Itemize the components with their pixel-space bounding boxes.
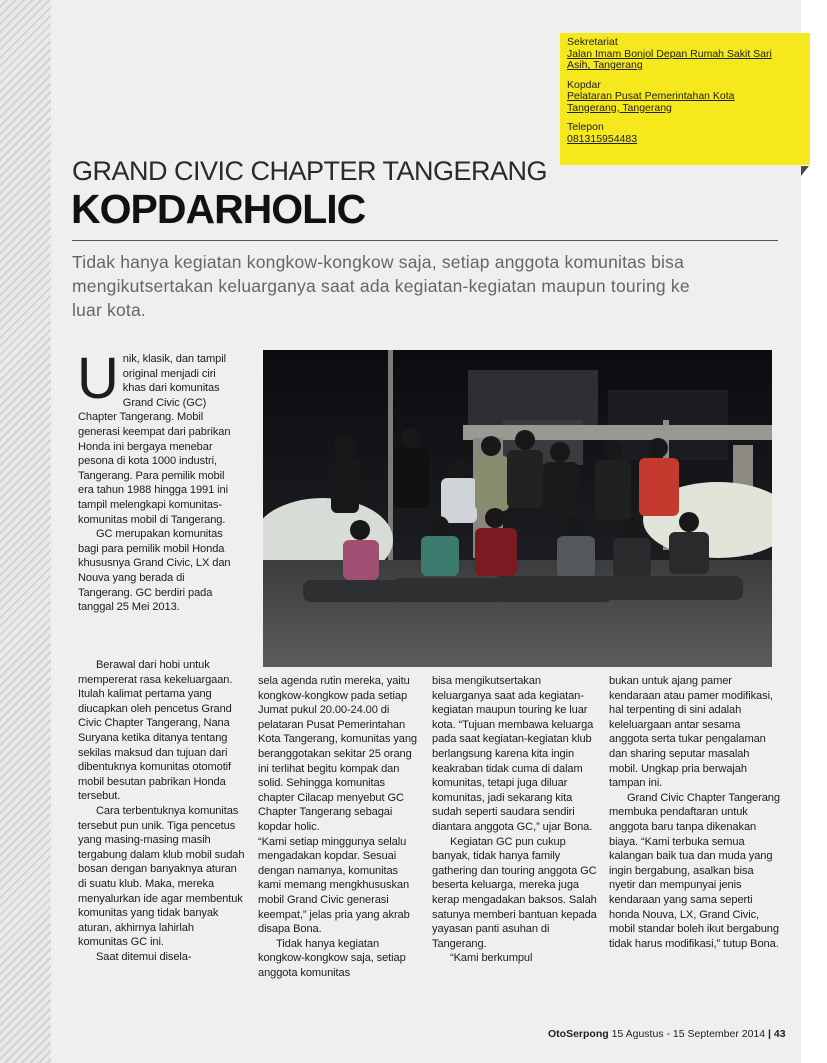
- paragraph: bisa mengikutsertakan keluarganya saat ada kegiatan-kegiatan maupun touring ke luar kota. “Tujuan membawa keluarga pada saat kegiatan-kegiatan klub berlangsung karena kita ingin keakraban tidak cuma di dalam komunitas, tetapi juga diluar komunitas, jadi sekarang kita sudah seperti saudara sendiri diantara anggota GC,” ujar Bona.: [432, 675, 594, 833]
- group-photo-illustration: [263, 350, 772, 667]
- kopdar-label: Kopdar: [567, 78, 601, 91]
- paragraph: Grand Civic Chapter Tangerang membuka pendaftaran untuk anggota baru tanpa dikenakan biaya. “Kami terbuka semua kalangan baik tua dan muda yang ingin bergabung, asalkan bisa nyetir dan mempunyai jenis kendaraan yang sama seperti honda Nouva, LX, Grand Civic, mobil standar boleh ikut bergabung tidak harus modifikasi,” tutup Bona.: [609, 791, 780, 950]
- paragraph: Kegiatan GC pun cukup banyak, tidak hanya family gathering dan touring anggota GC beserta keluarga, mereka juga kerap mengadakan baksos. Salah satunya memberi bantuan kepada yayasan panti asuhan di Tangerang.: [432, 835, 597, 950]
- footer-page-number: 43: [773, 1028, 786, 1040]
- page-footer: [548, 1028, 786, 1040]
- article-column-2: [258, 674, 423, 980]
- paragraph: Tidak hanya kegiatan kongkow-kongkow saja, setiap anggota komunitas: [258, 937, 406, 979]
- footer-separator: |: [768, 1028, 771, 1040]
- title-divider: [72, 240, 778, 241]
- sekretariat-line1: Jalan Imam Bonjol Depan Rumah Sakit Sari: [567, 47, 772, 60]
- group-photo: [263, 350, 772, 667]
- kopdar-line1: Pelataran Pusat Pemerintahan Kota: [567, 90, 735, 102]
- article-column-1-bottom: [78, 658, 246, 964]
- article-kicker: GRAND CIVIC CHAPTER TANGERANG: [72, 156, 548, 186]
- page-edge-pattern: [0, 0, 51, 1063]
- drop-cap: U: [77, 346, 119, 411]
- article-title: KOPDARHOLIC: [71, 186, 366, 232]
- paragraph: nik, klasik, dan tampil original menjadi ciri khas dari komunitas Grand Civic (GC) Chapter Tangerang. Mobil generasi keempat dari pabrikan Honda ini bergaya menebar pesona di kota 1000 industri, Tangerang. Para pemilik mobil era tahun 1988 hingga 1991 ini tampil melengkapi komunitas-komunitas mobil di Tangerang.: [78, 353, 231, 526]
- paragraph: sela agenda rutin mereka, yaitu kongkow-kongkow pada setiap Jumat pukul 20.00-24.00 di pelataran Pusat Pemerintahan Kota Tangerang, komunitas yang beranggotakan sekitar 25 orang ini terlihat begitu kompak dan solid. Sehingga komunitas chapter Cilacap menyebut GC Chapter Tangerang sebagai kopdar holic.: [258, 675, 417, 833]
- paragraph: “Kami setiap minggunya selalu mengadakan kopdar. Sesuai dengan namanya, komunitas kami memang mengkhususkan mobil Grand Civic generasi keempat,” jelas pria yang akrab disapa Bona.: [258, 835, 410, 936]
- article-lead: Tidak hanya kegiatan kongkow-kongkow saja, setiap anggota komunitas bisa mengikutsertakan keluarganya saat ada kegiatan-kegiatan maupun touring ke luar kota.: [72, 252, 690, 320]
- info-box: [560, 33, 810, 165]
- article-column-3: [432, 674, 600, 966]
- article-column-4: [609, 674, 781, 951]
- article-column-1-top: [77, 346, 238, 615]
- sekretariat-label: Sekretariat: [567, 36, 618, 48]
- paragraph: bukan untuk ajang pamer kendaraan atau pamer modifikasi, hal terpenting di sini adalah keleluargaan antar sesama anggota serta tukar pengalaman dan sharing seputar masalah mobil. Ungkap pria berwajah tampan ini.: [609, 675, 773, 790]
- paragraph: Saat ditemui disela-: [96, 950, 192, 963]
- paragraph: Cara terbentuknya komunitas tersebut pun unik. Tiga pencetus yang masing-masing masih tergabung dalam klub mobil sudah bosan dengan banyaknya aturan di suatu klub. Maka, mereka menyalurkan ide agar membentuk komunitas yang tidak banyak aturan, akhirnya lahirlah komunitas GC ini.: [78, 804, 245, 949]
- paragraph: “Kami berkumpul: [450, 952, 533, 965]
- telepon-label: Telepon: [567, 121, 604, 133]
- paragraph: Berawal dari hobi untuk mempererat rasa kekeluargaan. Itulah kalimat pertama yang diucapkan oleh pencetus Grand Civic Chapter Tangerang, Nana Suryana ketika ditanya tentang sekilas maksud dan tujuan dari dibentuknya komunitas otomotif mobil besutan pabrikan Honda tersebut.: [78, 659, 233, 803]
- footer-magazine: OtoSerpong: [548, 1028, 609, 1040]
- kopdar-line2: Tangerang, Tangerang: [567, 101, 672, 114]
- sekretariat-line2: Asih, Tangerang: [567, 59, 643, 71]
- footer-date: 15 Agustus - 15 September 2014: [611, 1028, 766, 1040]
- paragraph: GC merupakan komunitas bagi para pemilik mobil Honda khususnya Grand Civic, LX dan Nouva yang berada di Tangerang. GC berdiri pada tanggal 25 Mei 2013.: [78, 528, 231, 614]
- telepon-value: 081315954483: [567, 132, 638, 145]
- corner-marker: [801, 166, 809, 176]
